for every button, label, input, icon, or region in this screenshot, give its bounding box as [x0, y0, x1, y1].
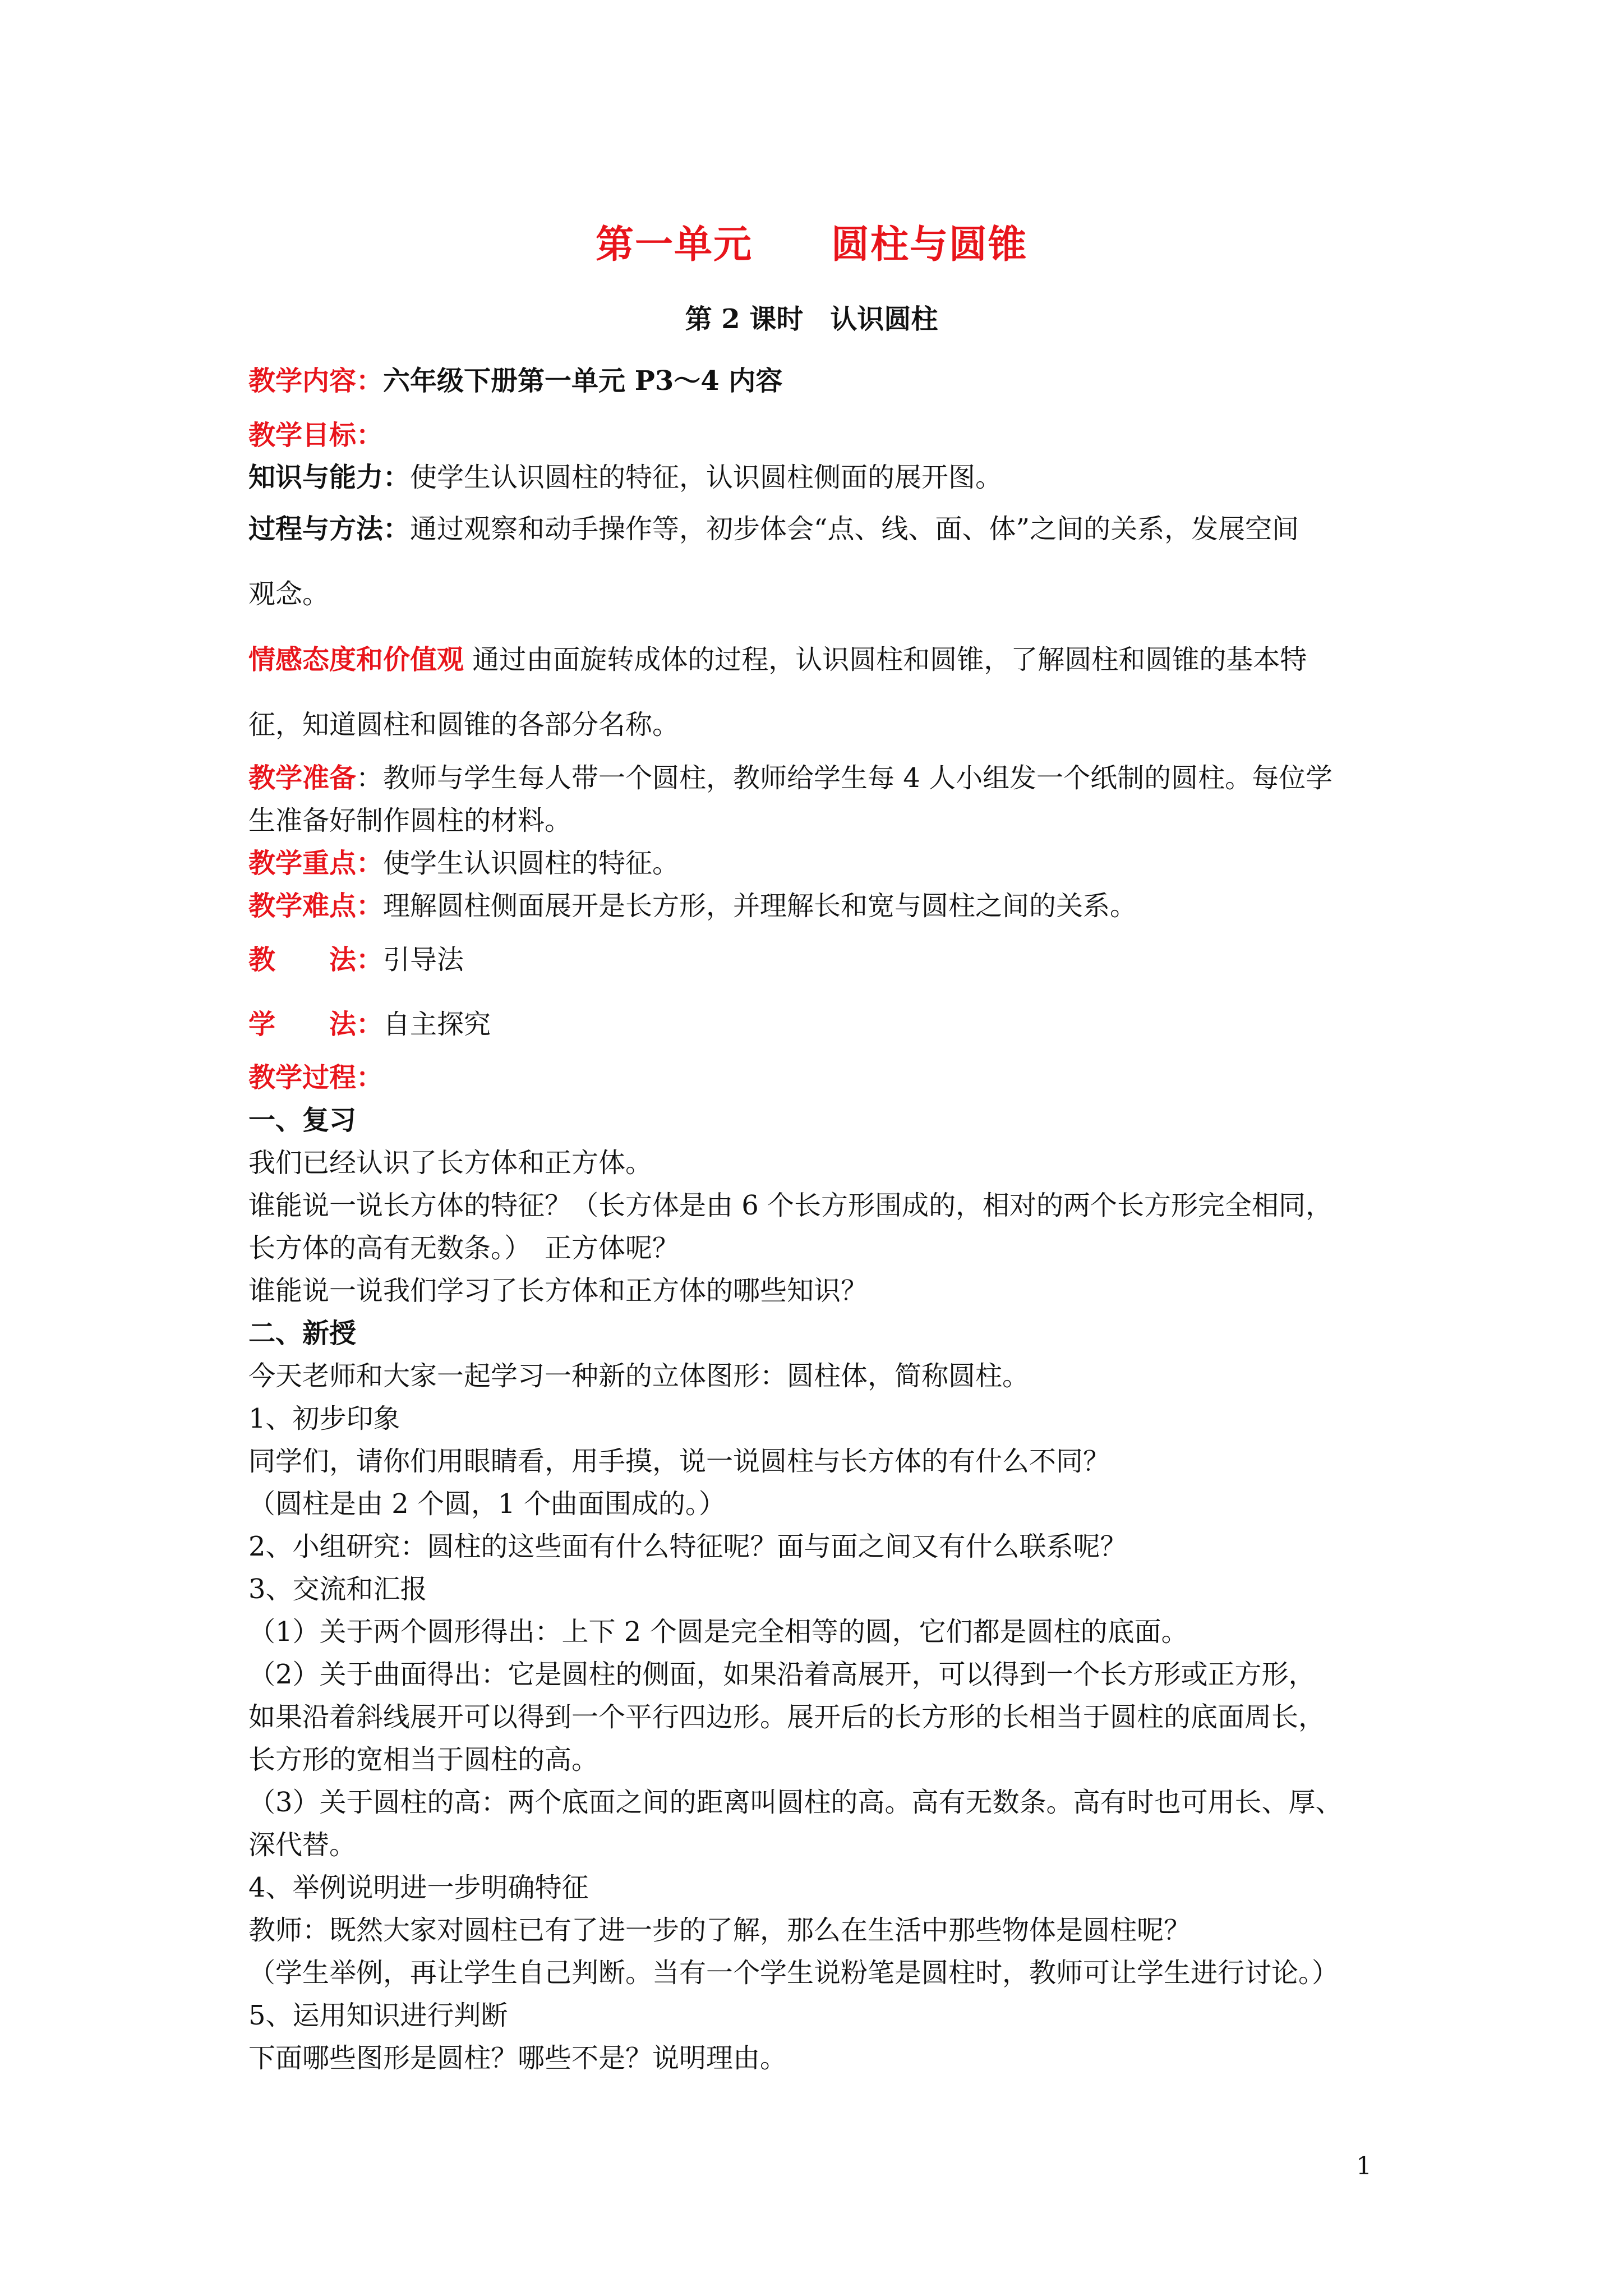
prep-label: 教学准备 [248, 762, 357, 794]
new-line-16: 5、运用知识进行判断 [248, 2000, 508, 2031]
lesson-subtitle: 第 2 课时 认识圆柱 [685, 303, 938, 335]
process-text-1: 通过观察和动手操作等，初步体会“点、线、面、体”之间的关系，发展空间 [410, 513, 1299, 545]
knowledge-line [248, 460, 1393, 495]
teaching-content-text: 六年级下册第一单元 P3～4 内容 [383, 365, 783, 397]
new-line-12: 深代替。 [248, 1829, 357, 1861]
page-number: 1 [1356, 2152, 1372, 2180]
learn-label-b: 法： [329, 1009, 384, 1040]
method-label-b: 法： [329, 944, 384, 976]
teaching-content-line [248, 364, 1393, 398]
process-line-1 [248, 512, 1393, 546]
emotion-text-1: 通过由面旋转成体的过程，认识圆柱和圆锥，了解圆柱和圆锥的基本特 [472, 644, 1307, 675]
new-line-15: （学生举例，再让学生自己判断。当有一个学生说粉笔是圆柱时，教师可让学生进行讨论。） [248, 1957, 1339, 1989]
difficulty-line [248, 889, 1393, 923]
learn-label-a: 学 [248, 1009, 276, 1040]
new-heading: 二、新授 [248, 1318, 357, 1349]
difficulty-label: 教学难点： [248, 890, 384, 922]
review-heading: 一、复习 [248, 1105, 357, 1136]
prep-text-2: 生准备好制作圆柱的材料。 [248, 805, 572, 836]
process-line-2 [248, 577, 1393, 611]
new-line-10: 长方形的宽相当于圆柱的高。 [248, 1744, 599, 1775]
process-section-label: 教学过程： [248, 1062, 384, 1093]
method-line [248, 942, 1393, 977]
new-line-6: 3、交流和汇报 [248, 1573, 427, 1605]
emotion-label: 情感态度和价值观 [248, 644, 464, 675]
objectives-label: 教学目标： [248, 420, 384, 451]
new-line-7: （1）关于两个圆形得出：上下 2 个圆是完全相等的圆，它们都是圆柱的底面。 [248, 1616, 1188, 1648]
emotion-text-2: 征，知道圆柱和圆锥的各部分名称。 [248, 709, 680, 740]
emotion-line-1 [248, 642, 1393, 677]
prep-text-1: ：教师与学生每人带一个圆柱，教师给学生每 4 人小组发一个纸制的圆柱。每位学 [356, 762, 1333, 794]
unit-title: 第一单元 圆柱与圆锥 [595, 222, 1027, 267]
process-section-line [248, 1060, 1393, 1095]
difficulty-text: 理解圆柱侧面展开是长方形，并理解长和宽与圆柱之间的关系。 [383, 890, 1137, 922]
prep-line-1 [248, 761, 1393, 795]
focus-line [248, 846, 1393, 881]
process-label: 过程与方法： [248, 513, 411, 545]
new-line-2: 1、初步印象 [248, 1403, 400, 1434]
new-line-9: 如果沿着斜线展开可以得到一个平行四边形。展开后的长方形的长相当于圆柱的底面周长， [248, 1701, 1326, 1733]
focus-label: 教学重点： [248, 848, 384, 879]
prep-line-2 [248, 803, 1393, 838]
new-line-5: 2、小组研究：圆柱的这些面有什么特征呢？面与面之间又有什么联系呢？ [248, 1531, 1127, 1562]
emotion-line-2 [248, 707, 1393, 742]
learn-text: 自主探究 [383, 1009, 491, 1040]
new-line-17: 下面哪些图形是圆柱？哪些不是？说明理由。 [248, 2042, 787, 2074]
review-line-1: 我们已经认识了长方体和正方体。 [248, 1147, 653, 1179]
review-line-2: 谁能说一说长方体的特征？（长方体是由 6 个长方形围成的，相对的两个长方形完全相同， [248, 1190, 1333, 1221]
review-line-3: 长方体的高有无数条。） 正方体呢？ [248, 1232, 680, 1264]
review-line-4: 谁能说一说我们学习了长方体和正方体的哪些知识？ [248, 1275, 868, 1306]
new-line-3: 同学们，请你们用眼睛看，用手摸，说一说圆柱与长方体的有什么不同？ [248, 1446, 1110, 1477]
new-line-1: 今天老师和大家一起学习一种新的立体图形：圆柱体，简称圆柱。 [248, 1360, 1030, 1392]
new-line-4: （圆柱是由 2 个圆，1 个曲面围成的。） [248, 1488, 726, 1520]
knowledge-text: 使学生认识圆柱的特征，认识圆柱侧面的展开图。 [410, 462, 1003, 493]
new-line-8: （2）关于曲面得出：它是圆柱的侧面，如果沿着高展开，可以得到一个长方形或正方形， [248, 1659, 1316, 1690]
focus-text: 使学生认识圆柱的特征。 [383, 848, 680, 879]
new-line-11: （3）关于圆柱的高：两个底面之间的距离叫圆柱的高。高有无数条。高有时也可用长、厚、 [248, 1787, 1343, 1818]
teaching-content-label: 教学内容： [248, 365, 384, 397]
new-line-13: 4、举例说明进一步明确特征 [248, 1872, 589, 1903]
method-label-a: 教 [248, 944, 276, 976]
objectives-line [248, 418, 1393, 453]
new-line-14: 教师：既然大家对圆柱已有了进一步的了解，那么在生活中那些物体是圆柱呢？ [248, 1915, 1191, 1946]
process-text-2: 观念。 [248, 578, 330, 610]
knowledge-label: 知识与能力： [248, 462, 411, 493]
learn-method-line [248, 1007, 1393, 1042]
method-text: 引导法 [383, 944, 464, 976]
